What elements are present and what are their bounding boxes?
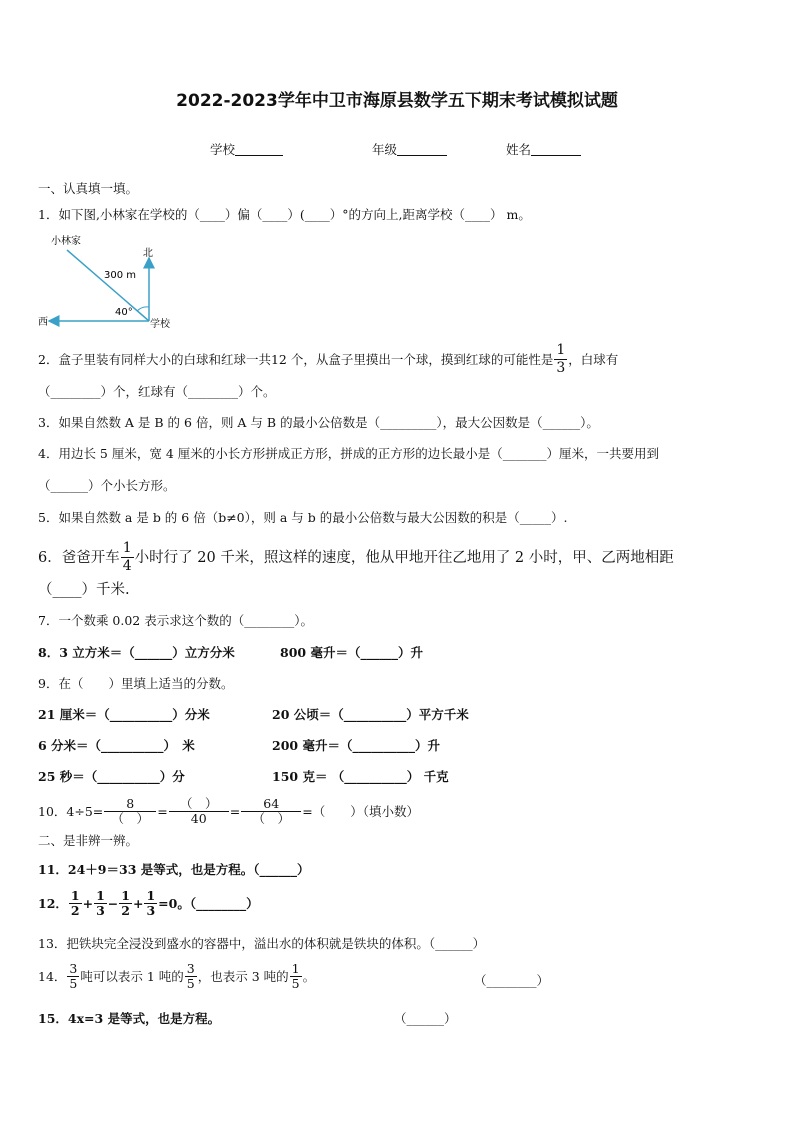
question-6 bbox=[38, 540, 674, 575]
fraction: 1 4 bbox=[122, 540, 132, 574]
fraction: 8 （ ） bbox=[104, 797, 156, 826]
question-number: 1． bbox=[38, 207, 59, 222]
question-15-answer-blank[interactable]: （______） bbox=[394, 1011, 457, 1026]
fraction: 1 2 bbox=[70, 888, 80, 918]
fraction: 1 5 bbox=[291, 961, 300, 991]
q9-item: 200 毫升＝（__________）升 bbox=[272, 738, 440, 753]
q9-item: 20 公顷＝（__________）平方千米 bbox=[272, 707, 469, 722]
question-number: 13． bbox=[38, 936, 67, 951]
grade-field[interactable] bbox=[372, 142, 447, 158]
question-4 bbox=[38, 446, 659, 462]
q9-item: 150 克＝ （__________） 千克 bbox=[272, 769, 449, 784]
question-text-cont: 小时行了 20 千米，照这样的速度，他从甲地开往乙地用了 2 小时，甲、乙两地相距 bbox=[134, 549, 674, 566]
question-1 bbox=[38, 207, 531, 223]
question-text: 吨可以表示 1 吨的 bbox=[80, 968, 184, 984]
name-field[interactable] bbox=[506, 142, 581, 158]
question-number: 3． bbox=[38, 415, 59, 430]
q9-item: 6 分米＝（__________） 米 bbox=[38, 738, 195, 753]
question-10 bbox=[38, 797, 419, 826]
question-text: 如下图,小林家在学校的（____）偏（____）(____）°的方向上,距离学校（____） m。 bbox=[58, 207, 531, 222]
fraction: $\frac{1}{2}$ bbox=[121, 888, 130, 918]
name-label: 姓名 bbox=[506, 142, 532, 157]
question-12 bbox=[38, 889, 259, 918]
operator: + bbox=[82, 895, 94, 911]
question-text: 如果自然数 a 是 b 的 6 倍（b≠0），则 a 与 b 的最小公倍数与最大公因数的积是（_____）. bbox=[58, 510, 568, 525]
angle-arc bbox=[137, 307, 149, 311]
fraction: 1 3 bbox=[556, 342, 566, 376]
question-number: 9． bbox=[38, 676, 59, 691]
question-text: 一个数乘 0.02 表示求这个数的（________）。 bbox=[58, 613, 313, 628]
question-8-part-b: 800 毫升＝（______）升 bbox=[280, 645, 423, 660]
question-number: 2． bbox=[38, 351, 59, 367]
question-number: 11． bbox=[38, 862, 68, 877]
question-text: 把铁块完全浸没到盛水的容器中，溢出水的体积就是铁块的体积。（______） bbox=[66, 936, 486, 951]
question-number: 6． bbox=[38, 549, 62, 566]
route-line bbox=[67, 250, 149, 321]
school-label: 学校 bbox=[150, 319, 170, 330]
question-text-end: 。 bbox=[302, 968, 316, 984]
direction-diagram bbox=[34, 232, 184, 334]
question-text: 盒子里装有同样大小的白球和红球一共12 个，从盒子里摸出一个球，摸到红球的可能性是 bbox=[58, 351, 554, 367]
q9-item: 25 秒＝（__________）分 bbox=[38, 769, 185, 784]
question-text: 用边长 5 厘米，宽 4 厘米的小长方形拼成正方形，拼成的正方形的边长最小是（_______）厘米，一共要用到 bbox=[58, 446, 660, 461]
question-number: 7． bbox=[38, 613, 59, 628]
equals-sign: = bbox=[229, 803, 241, 819]
question-number: 8． bbox=[38, 645, 60, 660]
school-label: 学校 bbox=[210, 142, 236, 157]
question-lead: 4÷5= bbox=[66, 803, 104, 819]
question-3 bbox=[38, 415, 599, 431]
question-text: 24＋9＝33 是等式，也是方程。（______） bbox=[67, 862, 310, 877]
question-8 bbox=[38, 645, 235, 661]
school-field[interactable] bbox=[210, 142, 283, 158]
question-text: 4x=3 是等式，也是方程。 bbox=[67, 1011, 221, 1026]
fraction: $\frac{1}{3}$ bbox=[146, 888, 156, 918]
question-9 bbox=[38, 676, 233, 692]
question-4-line-2: （______）个小长方形。 bbox=[38, 478, 176, 493]
question-tail: =0。（________） bbox=[158, 895, 259, 911]
angle-label: 40° bbox=[115, 307, 133, 318]
equals-sign: = bbox=[157, 803, 168, 819]
question-6-line-2: （____）千米. bbox=[38, 582, 130, 598]
house-label: 小林家 bbox=[51, 236, 81, 247]
question-text-cont: ，也表示 3 吨的 bbox=[197, 968, 289, 984]
fraction: 64 （ ） bbox=[241, 797, 301, 826]
question-5 bbox=[38, 510, 567, 526]
question-2 bbox=[38, 342, 618, 377]
question-text-cont: ，白球有 bbox=[568, 351, 619, 367]
grade-label: 年级 bbox=[372, 142, 398, 157]
grade-blank[interactable] bbox=[397, 143, 447, 156]
question-15 bbox=[38, 1011, 220, 1027]
question-number: 5． bbox=[38, 510, 59, 525]
question-7 bbox=[38, 613, 313, 629]
north-label: 北 bbox=[143, 248, 153, 259]
question-number: 15． bbox=[38, 1011, 68, 1026]
question-number: 12． bbox=[38, 895, 68, 911]
fraction: 3 5 bbox=[69, 961, 78, 991]
section-2-heading: 二、是非辨一辨。 bbox=[38, 833, 139, 848]
west-label: 西 bbox=[38, 317, 48, 328]
question-8-part-a: 3 立方米＝（______）立方分米 bbox=[59, 645, 235, 660]
fraction: （ ） 40 bbox=[169, 797, 229, 826]
section-1-heading: 一、认真填一填。 bbox=[38, 181, 139, 196]
question-text: 在（ ）里填上适当的分数。 bbox=[58, 676, 234, 691]
question-tail: =（ ）（填小数） bbox=[302, 803, 419, 819]
fraction: 3 5 bbox=[186, 961, 195, 991]
question-14 bbox=[38, 962, 315, 991]
school-blank[interactable] bbox=[235, 143, 283, 156]
operator: + bbox=[132, 895, 144, 911]
question-number: 10． bbox=[38, 803, 67, 819]
name-blank[interactable] bbox=[531, 143, 581, 156]
page-title: 2022-2023学年中卫市海原县数学五下期末考试模拟试题 bbox=[176, 91, 618, 111]
fraction: $\frac{1}{3}$ bbox=[96, 888, 105, 918]
question-2-line-2: （________）个，红球有（________）个。 bbox=[38, 384, 276, 399]
question-13 bbox=[38, 936, 485, 952]
question-number: 14． bbox=[38, 968, 67, 984]
operator: − bbox=[107, 895, 119, 911]
question-text: 爸爸开车 bbox=[61, 549, 120, 566]
question-text: 如果自然数 A 是 B 的 6 倍，则 A 与 B 的最小公倍数是（_________），最大公因数是（______）。 bbox=[58, 415, 599, 430]
question-number: 4． bbox=[38, 446, 59, 461]
question-11 bbox=[38, 862, 310, 878]
q9-item: 21 厘米＝（__________）分米 bbox=[38, 707, 210, 722]
question-14-answer-blank[interactable]: （________） bbox=[474, 973, 550, 988]
distance-label: 300 m bbox=[104, 270, 137, 281]
